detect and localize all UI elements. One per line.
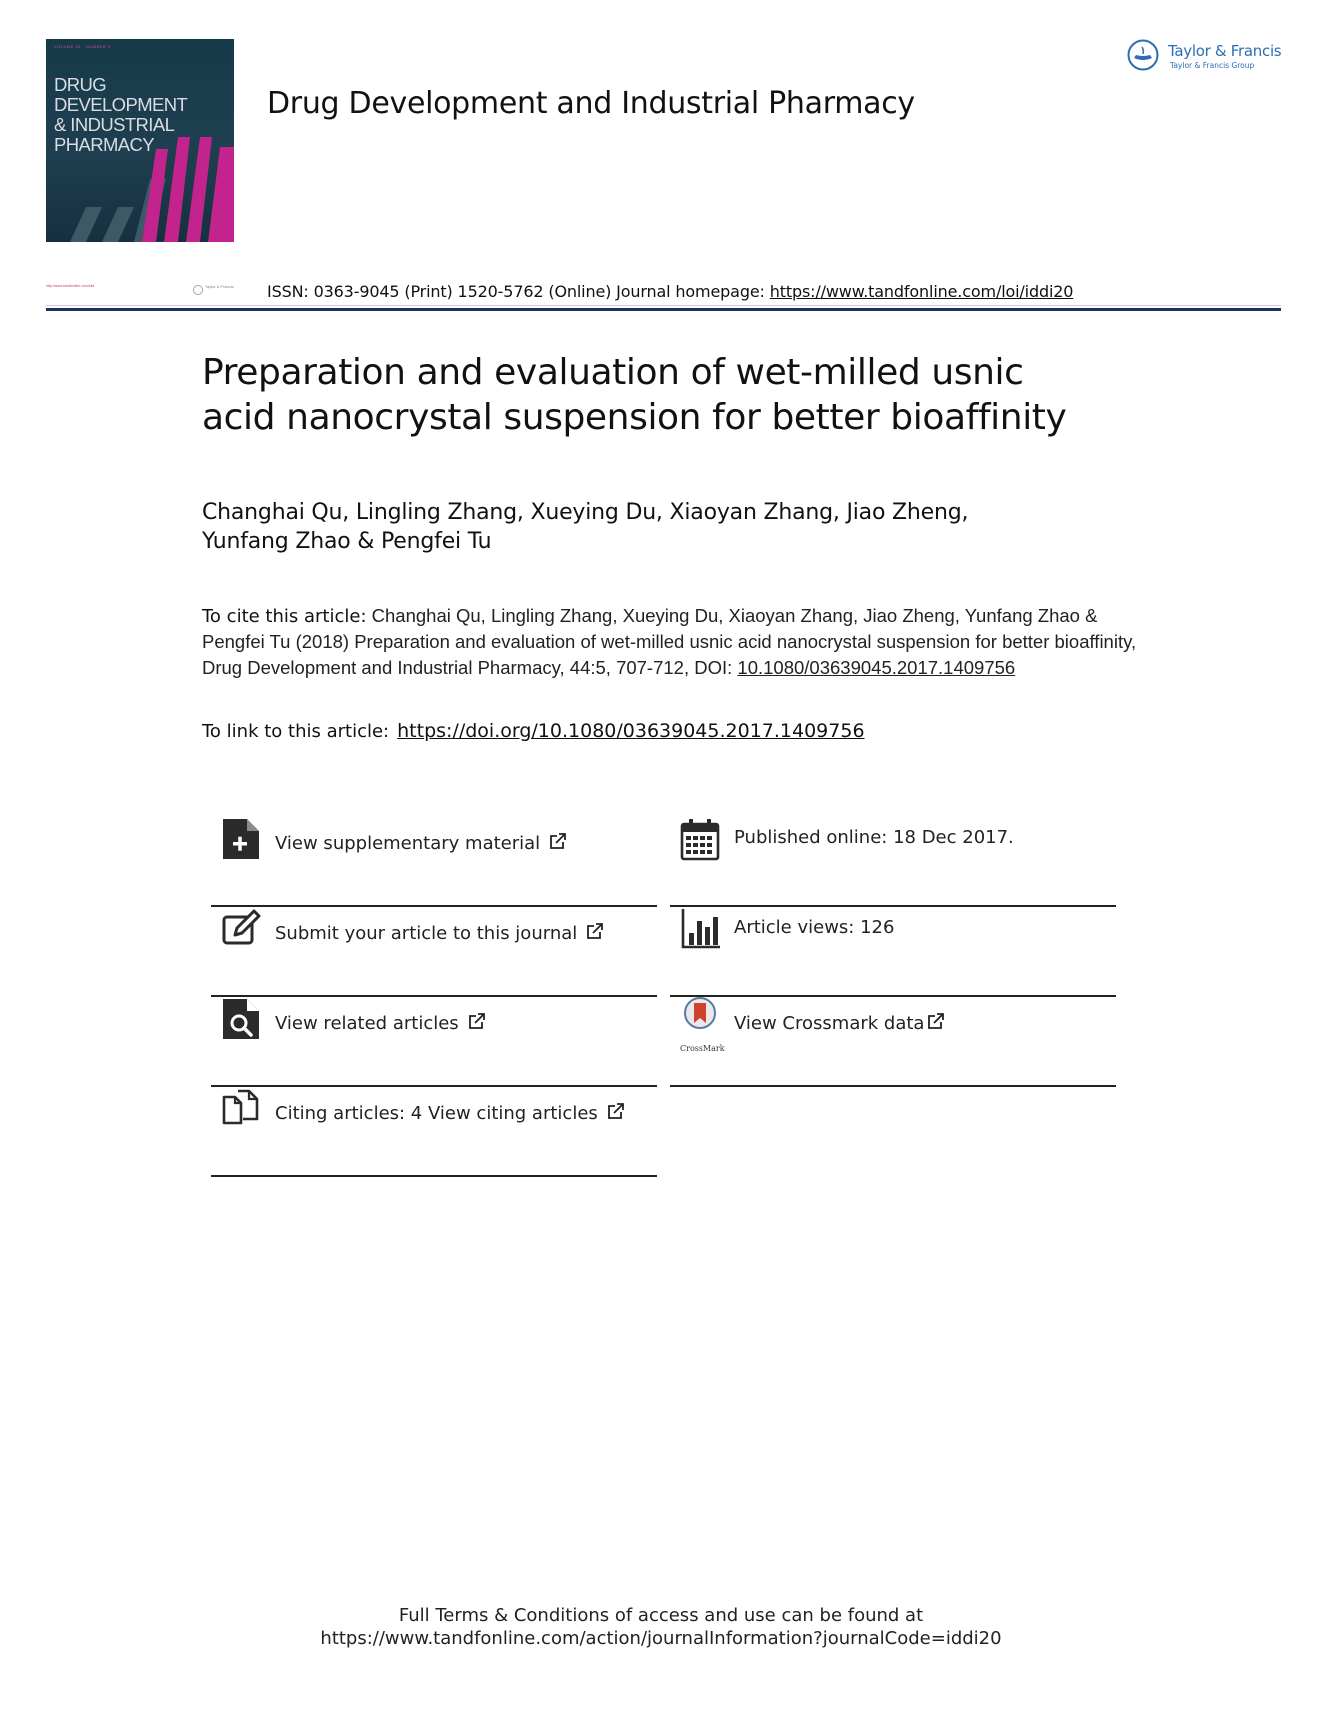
article-title: Preparation and evaluation of wet-milled usnic acid nanocrystal suspension for better bioaffinity [202, 352, 1067, 438]
submit-label: Submit your article to this journal [275, 921, 605, 944]
crossmark-icon [680, 997, 720, 1041]
header-rule-light [46, 305, 1281, 306]
cite-label: To cite this article: [202, 606, 367, 627]
publisher-group: Taylor & Francis Group [1170, 61, 1255, 70]
external-link-icon [926, 1011, 946, 1031]
link-label: To link to this article: [202, 721, 390, 742]
published-label: Published online: 18 Dec 2017. [734, 827, 1014, 848]
article-views-item [670, 907, 1116, 997]
footer-line-1: Full Terms & Conditions of access and use can be found at [398, 1605, 924, 1626]
citing-articles-item[interactable] [211, 1087, 657, 1177]
article-link-row [202, 720, 865, 742]
file-plus-icon [221, 817, 261, 861]
publisher-name: Taylor & Francis [1168, 42, 1282, 60]
publisher-logo[interactable] [1127, 36, 1282, 78]
publisher-lamp-icon [1127, 39, 1159, 71]
divider [670, 1085, 1116, 1087]
calendar-icon [680, 817, 720, 861]
cover-title: DRUG DEVELOPMENT & INDUSTRIAL PHARMACY [54, 74, 188, 155]
published-online-item [670, 817, 1116, 907]
copy-icon [221, 1087, 261, 1131]
terms-footer [0, 1604, 1322, 1650]
issn-text: ISSN: 0363-9045 (Print) 1520-5762 (Online) Journal homepage: [267, 282, 770, 301]
crossmark-label: View Crossmark data [734, 1011, 946, 1034]
crossmark-item[interactable] [670, 997, 1116, 1087]
external-link-icon [606, 1101, 626, 1121]
issn-line [267, 282, 1073, 301]
supplementary-material-item[interactable] [211, 817, 657, 907]
tiny-logo-circle-icon [193, 285, 203, 295]
cite-text: Changhai Qu, Lingling Zhang, Xueying Du, Xiaoyan Zhang, Jiao Zheng, Yunfang Zhao & Pengfei Tu (2018) Preparation and evaluation of wet-milled usnic acid nanocrystal suspension for better bioaffinity, Drug Development and Industrial Pharmacy, 44:5, 707-712, DOI: [202, 605, 1137, 678]
bar-chart-icon [680, 907, 720, 951]
cover-issue-tag: VOLUME 44 · NUMBER 5 [54, 44, 111, 49]
tiny-publisher-logo [193, 284, 233, 296]
crossmark-logo-text: CrossMark [680, 1044, 725, 1053]
related-label: View related articles [275, 1011, 487, 1034]
supplementary-label: View supplementary material [275, 831, 568, 854]
tiny-journal-url: http://www.tandfonline.com/iddi [46, 284, 95, 288]
citation-block [202, 603, 1142, 680]
external-link-icon [467, 1011, 487, 1031]
journal-cover [46, 39, 234, 242]
related-articles-item[interactable] [211, 997, 657, 1087]
footer-terms-link[interactable]: https://www.tandfonline.com/action/journalInformation?journalCode=iddi20 [320, 1628, 1002, 1649]
article-doi-link[interactable]: https://doi.org/10.1080/03639045.2017.1409756 [397, 720, 865, 742]
journal-homepage-link[interactable]: https://www.tandfonline.com/loi/iddi20 [769, 282, 1074, 301]
cite-doi-link[interactable]: 10.1080/03639045.2017.1409756 [737, 656, 1016, 678]
journal-name: Drug Development and Industrial Pharmacy [267, 86, 915, 121]
submit-article-item[interactable] [211, 907, 657, 997]
external-link-icon [585, 921, 605, 941]
tiny-logo-text: Taylor & Francis [205, 284, 234, 289]
divider [211, 1175, 657, 1177]
article-authors: Changhai Qu, Lingling Zhang, Xueying Du, Xiaoyan Zhang, Jiao Zheng, Yunfang Zhao & Pengfei Tu [202, 500, 969, 554]
file-search-icon [221, 997, 261, 1041]
citing-label: Citing articles: 4 View citing articles [275, 1101, 626, 1124]
external-link-icon [548, 831, 568, 851]
views-label: Article views: 126 [734, 917, 895, 938]
edit-icon [221, 907, 261, 951]
header-rule-dark [46, 308, 1281, 311]
